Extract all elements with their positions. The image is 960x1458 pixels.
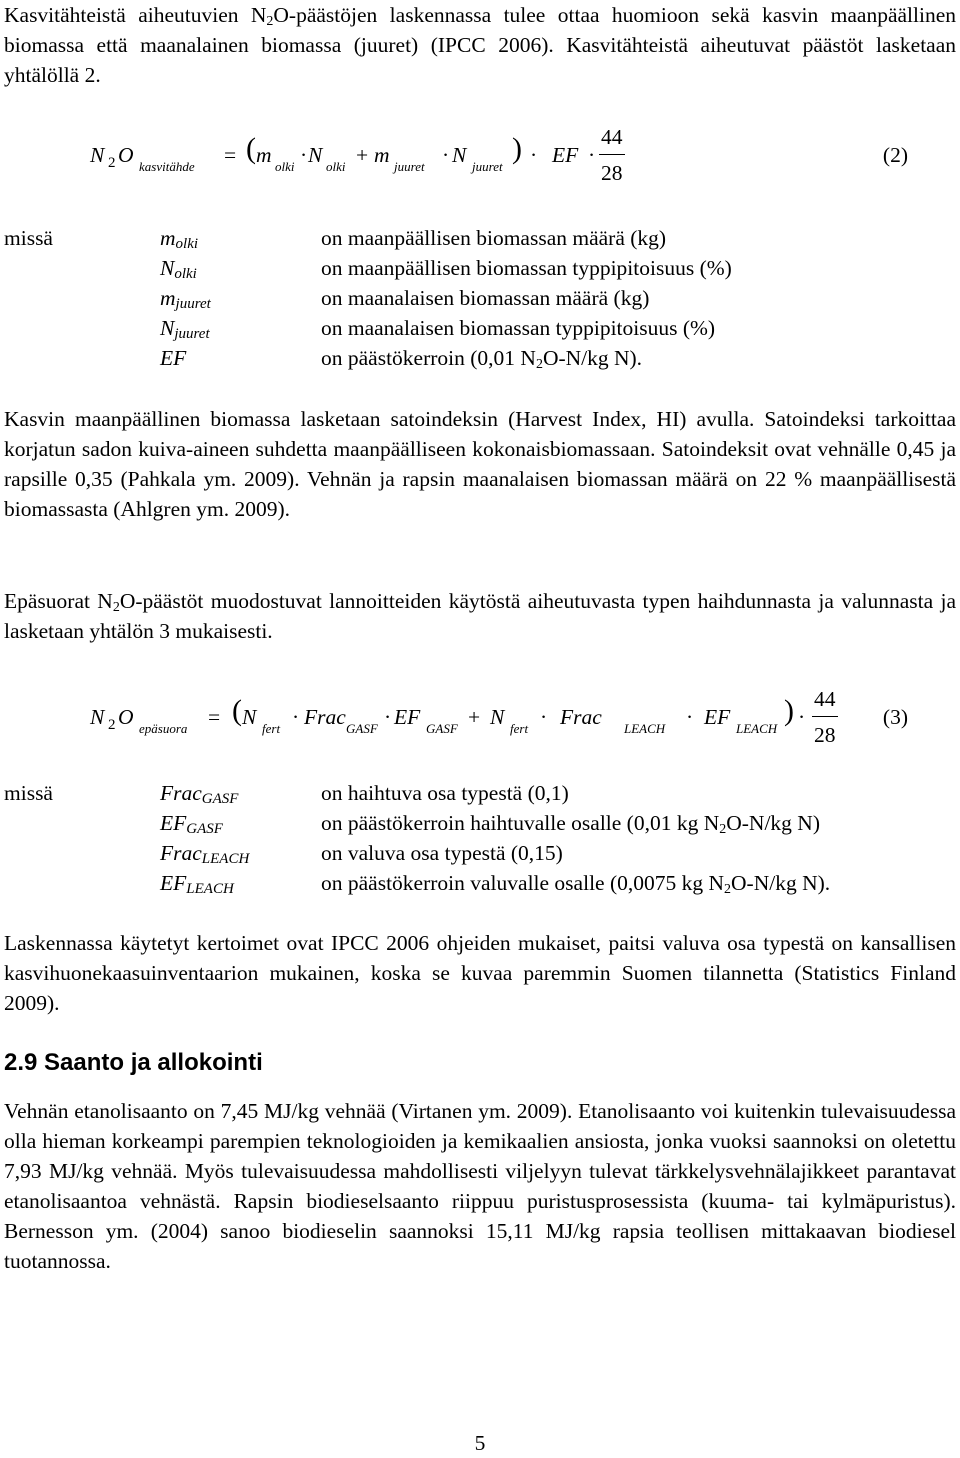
harvest-index-paragraph: Kasvin maanpäällinen biomassa lasketaan satoindeksin (Harvest Index, HI) avulla. Satoindeksi tarkoittaa korjatun sadon kuiva-aineen suhdetta maanpäälliseen kokonaisbiomassaan. Satoindeksit ovat vehnälle 0,45 ja rapsille 0,35 (Pahkala ym. 2009). Vehnän ja rapsin maanalaisen biomassan määrä on 22 % maanpäällisestä biomassasta (Ahlgren ym. 2009). (4, 407, 956, 521)
fraction-bar (812, 716, 838, 717)
intro-paragraph: Kasvitähteistä aiheutuvien $N_2O$-päästöjen laskennassa tulee ottaa huomioon sekä kasvin maanpäällinen biomassa että maanalainen biomassa (juuret) (IPCC 2006). Kasvitähteistä aiheutuvat päästöt lasketaan yhtälöllä 2. (4, 3, 957, 87)
fraction-bar (599, 154, 625, 155)
indirect-emissions-paragraph: Epäsuorat $N_2O$-päästöt muodostuvat lannoitteiden käytöstä aiheutuvasta typen haihdunnasta ja valunnasta ja lasketaan yhtälön 3 mukaisesti. (4, 589, 956, 643)
coefficients-paragraph: Laskennassa käytetyt kertoimet ovat IPCC 2006 ohjeiden mukaiset, paitsi valuva osa typestä on kansallisen kasvihuonekaasuinventaarion mukainen, koska se kuvaa paremmin Suomen tilannetta (Statistics Finland 2009). (4, 931, 956, 1015)
equation-2: N 2 O kasvitähde = ( m olki · N olki + m juuret · N juuret ) · EF · 44 28 (2) (90, 125, 908, 185)
page-number: 5 (474, 1431, 486, 1455)
section-heading: 2.9 Saanto ja allokointi (4, 1049, 263, 1076)
yield-paragraph: Vehnän etanolisaanto on 7,45 MJ/kg vehnää (Virtanen ym. 2009). Etanolisaanto voi kuitenkin tulevaisuudessa olla hieman korkeampi parempien teknologioiden ja kemikaalien ansiosta, jonka vuoksi saannoksi on oletettu 7,93 MJ/kg vehnää. Myös tulevaisuudessa mahdollisesti viljelyyn tulevat tärkkelysvehnälajikkeet parantavat etanolisaantoa vehnästä. Rapsin biodieselsaanto riippuu puristusprosessista (kuuma- tai kylmäpuristus). Bernesson ym. (2004) sanoo biodieselin saannoksi 15,11 MJ/kg rapsia teollisen mittakaavan biodiesel tuotannossa. (4, 1099, 956, 1273)
equation-3: N 2 O epäsuora = ( N fert · Frac GASF · EF GASF + N fert · Frac LEACH · EF LEACH ) · 44 28 (3) (90, 687, 908, 747)
